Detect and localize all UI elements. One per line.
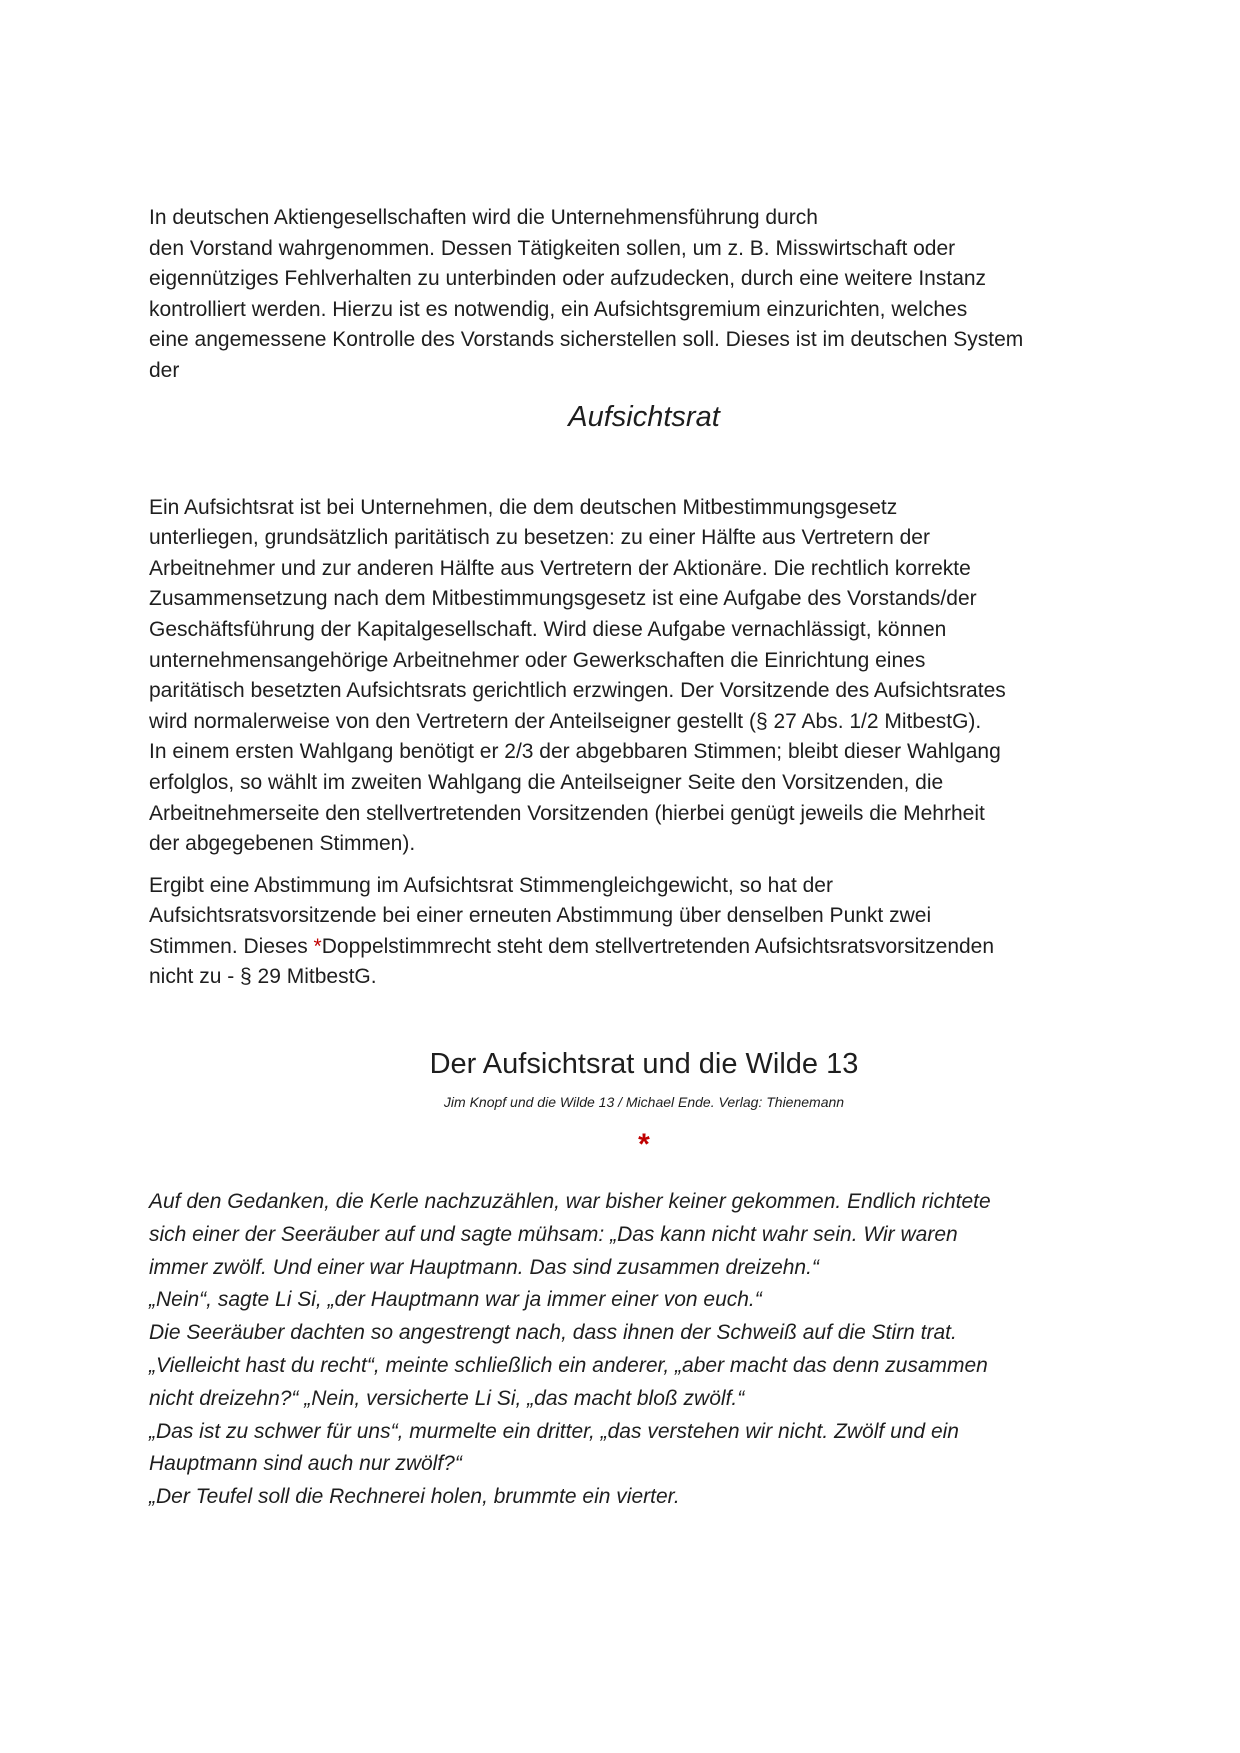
intro-line: eine angemessene Kontrolle des Vorstands sicherstellen soll. Dieses ist im deutschen System [149, 328, 1024, 352]
paragraph-line: Zusammensetzung nach dem Mitbestimmungsgesetz ist eine Aufgabe des Vorstands/der [149, 587, 977, 611]
intro-paragraph [149, 203, 1099, 387]
paragraph-text: Stimmen. Dieses [149, 934, 314, 958]
intro-line: eigennütziges Fehlverhalten zu unterbinden oder aufzudecken, durch eine weitere Instanz [149, 267, 987, 291]
paragraph-line: unterliegen, grundsätzlich paritätisch zu besetzen: zu einer Hälfte aus Vertretern der [149, 526, 930, 550]
paragraph-line: der abgegebenen Stimmen). [149, 832, 416, 856]
quote-line: immer zwölf. Und einer war Hauptmann. Das sind zusammen dreizehn.“ [149, 1255, 819, 1279]
paragraph-line: In einem ersten Wahlgang benötigt er 2/3 der abgebbaren Stimmen; bleibt dieser Wahlgang [149, 740, 1001, 764]
section-heading-wilde-13: Der Aufsichtsrat und die Wilde 13 [429, 1048, 859, 1081]
quote-line: Hauptmann sind auch nur zwölf?“ [149, 1452, 462, 1476]
paragraph-composition [149, 493, 1099, 860]
paragraph-line: wird normalerweise von den Vertretern der Anteilseigner gestellt (§ 27 Abs. 1/2 MitbestG). [149, 709, 982, 733]
intro-line: den Vorstand wahrgenommen. Dessen Tätigkeiten sollen, um z. B. Misswirtschaft oder [149, 236, 956, 260]
paragraph-line: Geschäftsführung der Kapitalgesellschaft. Wird diese Aufgabe vernachlässigt, können [149, 617, 947, 641]
paragraph-line: Ergibt eine Abstimmung im Aufsichtsrat Stimmengleichgewicht, so hat der [149, 873, 833, 897]
red-asterisk-divider: * [638, 1128, 650, 1162]
paragraph-line: paritätisch besetzten Aufsichtsrats gerichtlich erzwingen. Der Vorsitzende des Aufsichtsrates [149, 679, 1006, 703]
quote-line: sich einer der Seeräuber auf und sagte mühsam: „Das kann nicht wahr sein. Wir waren [149, 1222, 958, 1246]
quote-line: nicht dreizehn?“ „Nein, versicherte Li Si, „das macht bloß zwölf.“ [149, 1386, 745, 1410]
intro-line: kontrolliert werden. Hierzu ist es notwendig, ein Aufsichtsgremium einzurichten, welches [149, 297, 968, 321]
paragraph-line: unternehmensangehörige Arbeitnehmer oder Gewerkschaften die Einrichtung eines [149, 648, 926, 672]
quote-excerpt [149, 1186, 1099, 1514]
paragraph-line: nicht zu - § 29 MitbestG. [149, 965, 377, 989]
quote-line: Die Seeräuber dachten so angestrengt nach, dass ihnen der Schweiß auf die Stirn trat. [149, 1321, 957, 1345]
source-citation: Jim Knopf und die Wilde 13 / Michael Ende. Verlag: Thienemann [443, 1094, 845, 1111]
paragraph-line: Ein Aufsichtsrat ist bei Unternehmen, die dem deutschen Mitbestimmungsgesetz [149, 495, 898, 519]
quote-line: „Nein“, sagte Li Si, „der Hauptmann war ja immer einer von euch.“ [149, 1288, 762, 1312]
red-asterisk-marker: * [313, 934, 322, 958]
quote-line: „Das ist zu schwer für uns“, murmelte ein dritter, „das verstehen wir nicht. Zwölf und ein [149, 1419, 959, 1443]
section-heading-aufsichtsrat: Aufsichtsrat [568, 400, 720, 433]
quote-line: „Vielleicht hast du recht“, meinte schließlich ein anderer, „aber macht das denn zusammen [149, 1354, 988, 1378]
quote-line: „Der Teufel soll die Rechnerei holen, brummte ein vierter. [149, 1485, 680, 1509]
paragraph-line-with-marker [149, 932, 1099, 963]
paragraph-line: erfolglos, so wählt im zweiten Wahlgang die Anteilseigner Seite den Vorsitzenden, die [149, 770, 944, 794]
quote-line: Auf den Gedanken, die Kerle nachzuzählen, war bisher keiner gekommen. Endlich richtete [149, 1190, 991, 1214]
paragraph-line: Aufsichtsratsvorsitzende bei einer erneuten Abstimmung über denselben Punkt zwei [149, 904, 932, 928]
intro-line: der [149, 358, 180, 382]
paragraph-line: Arbeitnehmerseite den stellvertretenden Vorsitzenden (hierbei genügt jeweils die Mehrheit [149, 801, 985, 825]
page-content [149, 203, 1099, 1514]
paragraph-line: Arbeitnehmer und zur anderen Hälfte aus Vertretern der Aktionäre. Die rechtlich korrekte [149, 556, 971, 580]
paragraph-tie-vote [149, 871, 1099, 993]
paragraph-text: Doppelstimmrecht steht dem stellvertretenden Aufsichtsratsvorsitzenden [321, 934, 995, 958]
intro-line: In deutschen Aktiengesellschaften wird die Unternehmensführung durch [149, 206, 818, 229]
